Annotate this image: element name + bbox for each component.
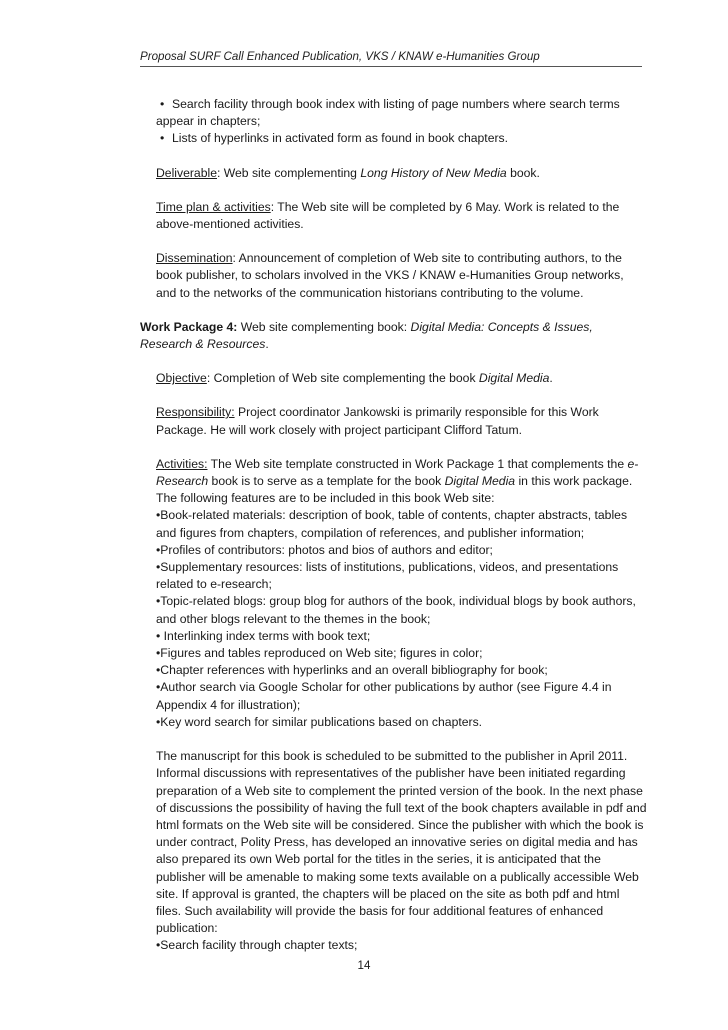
dissemination-paragraph: Dissemination: Announcement of completion of Web site to contributing authors, to the book publisher, to scholars involved in the VKS / KNAW e-Humanities Group networks, and to the networks of the communication historians contributing to the volume.: [156, 251, 624, 300]
objective-paragraph: Objective: Completion of Web site complementing the book Digital Media.: [156, 371, 553, 386]
list-item: •Chapter references with hyperlinks and an overall bibliography for book;: [156, 663, 548, 678]
work-package-heading: Work Package 4: Web site complementing book: Digital Media: Concepts & Issues, Research & Resources.: [140, 319, 593, 352]
page-number: 14: [357, 959, 371, 972]
timeplan-paragraph: Time plan & activities: The Web site will be completed by 6 May. Work is related to the above-mentioned activities.: [156, 199, 620, 232]
list-item: • Lists of hyperlinks in activated form as found in book chapters.: [156, 130, 647, 147]
bullet-icon: •: [156, 542, 161, 557]
list-item: •Topic-related blogs: group blog for authors of the book, individual blogs by book authors, and other blogs relevant to the themes in the book;: [156, 594, 636, 626]
list-item: •Author search via Google Scholar for other publications by author (see Figure 4.4 in Appendix 4 for illustration);: [156, 680, 612, 712]
list-item: •Search facility through chapter texts;: [156, 938, 358, 953]
list-item: • Search facility through book index with listing of page numbers where search terms appear in chapters;: [156, 97, 620, 129]
responsibility-paragraph: Responsibility: Project coordinator Jankowski is primarily responsible for this Work Package. He will work closely with project participant Clifford Tatum.: [156, 405, 599, 437]
running-header: Proposal SURF Call Enhanced Publication, VKS / KNAW e-Humanities Group: [140, 50, 642, 67]
bullet-icon: •: [156, 663, 161, 678]
bullet-icon: •: [156, 714, 161, 729]
list-item: •Supplementary resources: lists of institutions, publications, videos, and presentations related to e-research;: [156, 560, 619, 592]
activities-paragraph: Activities: The Web site template constructed in Work Package 1 that complements the e-Research book is to serve as a template for the book Digital Media in this work package. The following features are to be included in this book Web site:: [156, 456, 639, 506]
list-item: • Interlinking index terms with book text;: [156, 628, 371, 643]
manuscript-paragraph: The manuscript for this book is scheduled to be submitted to the publisher in April 2011. Informal discussions with representatives of the publisher have been initiated regarding preparation of a Web site to complement the printed version of the book. In the next phase of discussions the possibility of having the full text of the book chapters available in pdf and html formats on the Web site will be considered. Since the publisher with which the book is under contract, Polity Press, has developed an innovative series on digital media and has also prepared its own Web portal for the titles in the series, it is anticipated that the publisher will be amenable to making some texts available on a publically accessible Web site. If approval is granted, the chapters will be placed on the site as both pdf and html files. Such availability will provide the basis for four additional features of enhanced publication:: [156, 749, 647, 936]
bullet-icon: •: [156, 680, 161, 695]
deliverable-paragraph: Deliverable: Web site complementing Long History of New Media book.: [156, 165, 540, 180]
bullet-icon: •: [156, 594, 161, 609]
bullet-icon: •: [156, 560, 161, 575]
list-item: •Profiles of contributors: photos and bios of authors and editor;: [156, 542, 493, 557]
bullet-icon: •: [156, 508, 161, 523]
list-item: •Figures and tables reproduced on Web site; figures in color;: [156, 646, 483, 661]
bullet-icon: •: [156, 628, 161, 643]
list-item: •Key word search for similar publications based on chapters.: [156, 714, 483, 729]
bullet-icon: •: [156, 938, 161, 953]
page-body: [140, 96, 647, 955]
bullet-icon: •: [160, 97, 165, 111]
list-item: •Book-related materials: description of book, table of contents, chapter abstracts, tables and figures from chapters, compilation of references, and publisher information;: [156, 508, 628, 540]
bullet-icon: •: [160, 131, 165, 146]
bullet-icon: •: [156, 646, 161, 661]
